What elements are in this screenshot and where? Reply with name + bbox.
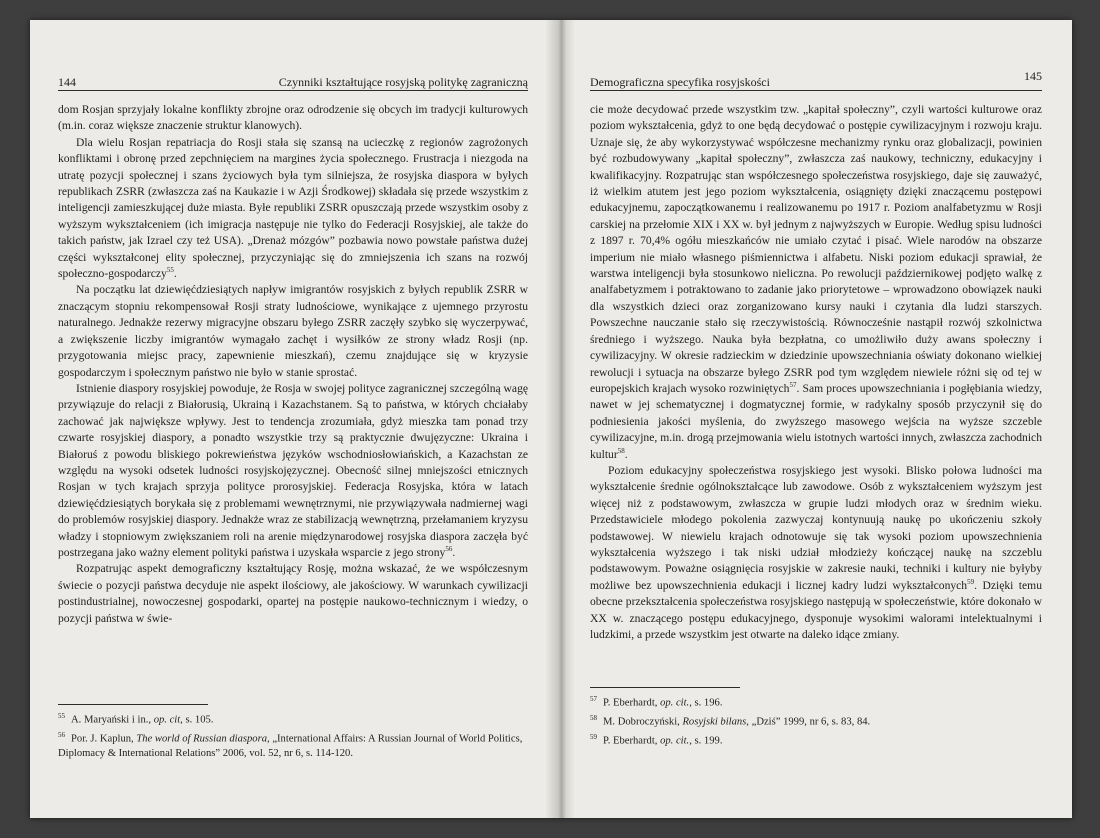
footnote-ref[interactable]: 58	[617, 446, 625, 455]
footnote-ref[interactable]: 56	[445, 545, 453, 554]
paragraph: Istnienie diaspory rosyjskiej powoduje, że Rosja w swojej polityce zagranicznej szczególną wagę przywiązuje do relacji z Białorusią, Ukrainą i Kazachstanem. Są to państwa, w których chciałaby zachować jak największe wpływy. Jest to tendencja zrozumiała, gdyż mieszka tam ponad trzy czwarte rosyjskiej diaspory, a ponadto wszystkie trzy są praktycznie dwujęzyczne: Ukraina i Białoruś z powodu bliskiego pokrewieństwa języków wschodniosłowiańskich, a Kazachstan ze względu na wysoki odsetek ludności rosyjskojęzycznej. Obecność silnej mniejszości etnicznych Rosjan w tych krajach sprzyja polityce prorosyjskiej. Federacja Rosyjska, która w latach dziewięćdziesiątych borykała się z problemami wewnętrznymi, nie przywiązywała nadmiernej wagi do problemów rosyjskiej diaspory. Jednakże wraz ze stabilizacją wewnętrzną, przełamaniem kryzysu władzy i stopniowym zwiększaniem roli na arenie międzynarodowej rosyjska diaspora zaczęła być postrzegana jako ważny element polityki państwa i uzyskała wsparcie z jego strony$^{56}$.	[58, 381, 529, 559]
right-page-body	[590, 102, 1042, 643]
left-page-body	[58, 102, 528, 627]
footnote-ref[interactable]: 57	[789, 381, 797, 390]
paragraph: Poziom edukacyjny społeczeństwa rosyjskiego jest wysoki. Blisko połowa ludności ma wykształcenie średnie ogólnokształcące lub zawodowe. Osób z wykształceniem wyższym jest więcej niż z podstawowym, zwłaszcza w grupie ludzi młodych oraz w średnim wieku. Przedstawiciele młodego pokolenia zazwyczaj kontynuują naukę po ukończeniu szkoły podstawowej. W niewielu krajach odnotowuje się tak wysoki poziom upowszechnienia wykształcenia wyższego i tak niski udział młodzieży kończącej naukę na szczeblu podstawowym. Poważne osiągnięcia rosyjskie w zakresie nauki, techniki i kultury nie byłyby możliwe bez upowszechnienia edukacji i licznej kadry ludzi wykształconych$^{59}$. Dzięki temu obecne przekształcenia społeczeństwa rosyjskiego następują w społeczeństwie, które dokonało w XX w. znaczącego postępu edukacyjnego, dysponuje wysokimi walorami intelektualnymi i ludzkimi, a przede wszystkim jest otwarte na daleko idące zmiany.	[590, 463, 1042, 641]
footnote: $^{58}$ M. Dobroczyński, Rosyjski bilans, „Dziś” 1999, nr 6, s. 83, 84.	[590, 714, 871, 728]
page-number: 144	[58, 75, 76, 89]
footnote: $^{59}$ P. Eberhardt, op. cit., s. 199.	[590, 733, 723, 747]
book-spread	[30, 20, 1072, 818]
left-page	[58, 20, 528, 818]
page-number: 145	[1024, 69, 1042, 83]
right-page-header	[590, 69, 1042, 91]
left-page-header	[58, 74, 528, 91]
running-title: Demograficzna specyfika rosyjskości	[590, 75, 770, 89]
footnote-ref[interactable]: 59	[967, 577, 975, 586]
paragraph: dom Rosjan sprzyjały lokalne konflikty zbrojne oraz odrodzenie się obcych im tradycji kulturowych (m.in. coraz większe znaczenie struktur klanowych).	[58, 103, 528, 133]
paragraph: Dla wielu Rosjan repatriacja do Rosji stała się szansą na ucieczkę z regionów zagrożonych konfliktami i obronę przed zepchnięciem na margines życia społecznego. Frustracja i niezgoda na utratę pozycji społecznej i szans życiowych była tym silniejsza, że rosyjska diaspora w byłych republikach ZSRR (zwłaszcza zaś na Kaukazie i w Azji Środkowej) składała się przede wszystkim z inteligencji zamieszkującej duże miasta. Byłe republiki ZSRR opuszczają przede wszystkim osoby z wyższym wykształceniem (ich imigracja następuje nie tylko do Federacji Rosyjskiej, ale także do takich państw, jak Izrael czy też USA). „Drenaż mózgów” pozbawia nowo powstałe państwa dużej części wykształconej elity społecznej, przyczyniając się do zmniejszenia ich szans na rozwój społeczno-gospodarczy$^{55}$.	[58, 135, 528, 281]
book-gutter	[545, 20, 575, 818]
paragraph: cie może decydować przede wszystkim tzw. „kapitał społeczny”, czyli wartości kulturowe oraz poziom wykształcenia, gdyż to one będą decydować o postępie cywilizacyjnym i rozwoju kraju. Uznaje się, że aby wykorzystywać współczesne mechanizmy rynku oraz globalizacji, powinien być rozbudowywany „kapitał społeczny”, zwłaszcza zaś naukowy, techniczny, edukacyjny i kwalifikacyjny. Rozpatrując stan współczesnego społeczeństwa rosyjskiego, daje się zauważyć, iż wielkim atutem jest jego poziom wykształcenia, osiągnięty dzięki znaczącemu postępowi edukacyjnemu, zapoczątkowanemu i realizowanemu po 1917 r. Poziom analfabetyzmu w Rosji carskiej na przełomie XIX i XX w. był jednym z najwyższych w Europie. Według spisu ludności z 1897 r. 70,4% ogółu mieszkańców nie umiało czytać i pisać. Wiele narodów na obszarze imperium nie miało własnego piśmiennictwa i alfabetu. Niski poziom edukacji sprawiał, że warstwa inteligencji była stosunkowo nieliczna. Po rewolucji październikowej podjęto walkę z analfabetyzmem i potraktowano to zadanie jako priorytetowe – wprowadzono obowiązek nauki dla wszystkich dzieci oraz zorganizowano kursy nauki i czytania dla ludzi starszych. Powszechne nauczanie stało się rzeczywistością. Równocześnie nastąpił rozwój szkolnictwa średniego i wyższego. Nauka była bezpłatna, co umożliwiło duży awans społeczny i cywilizacyjny. W okresie radzieckim w dziedzinie upowszechniania oświaty dokonano wielkiej rewolucji i sytuacja na obszarze byłego ZSRR pod tym względem niewiele różni się od tej w europejskich krajach wysoko rozwiniętych$^{57}$. Sam proces upowszechniania i pogłębiania wiedzy, nawet w jej schematycznej i dogmatycznej formie, w radykalny sposób przyczynił się do podniesienia jakości myślenia, do zwyższego masowego wejścia na wyższe szczeble cywilizacyjne, m.in. drogą przejmowania wielu istotnych wartości innych, zwłaszcza zachodnich kultur$^{58}$.	[590, 103, 1042, 461]
footnote-ref[interactable]: 55	[166, 266, 174, 275]
running-title: Czynniki kształtujące rosyjską politykę zagraniczną	[278, 75, 528, 89]
paragraph: Rozpatrując aspekt demograficzny kształtujący Rosję, można wskazać, że we współczesnym świecie o pozycji państwa decyduje nie aspekt ilościowy, ale jakościowy. W warunkach cywilizacji postindustrialnej, nowoczesnej gospodarki, opartej na postępie naukowo-technicznym i wiedzy, o pozycji państwa w świe-	[58, 562, 528, 625]
footnote: $^{57}$ P. Eberhardt, op. cit., s. 196.	[590, 695, 723, 709]
footnote: $^{55}$ A. Maryański i in., op. cit, s. 105.	[58, 712, 214, 726]
footnote-rule	[58, 704, 208, 705]
footnotes	[590, 687, 1042, 749]
right-page	[590, 20, 1042, 818]
footnote-rule	[590, 687, 740, 688]
footnote: $^{56}$ Por. J. Kaplun, The world of Russian diaspora, „International Affairs: A Russian Journal of World Politics, Diplomacy & International Relations” 2006, vol. 52, nr 6, s. 114-120.	[58, 731, 523, 760]
footnotes	[58, 704, 528, 762]
paragraph: Na początku lat dziewięćdziesiątych napływ imigrantów rosyjskich z byłych republik ZSRR w znaczącym stopniu rekompensował Rosji straty ludnościowe, wynikające z ujemnego przyrostu naturalnego. Jednakże rezerwy migracyjne obszaru byłego ZSRR zaczęły szybko się wyczerpywać, a zwiększenie liczby imigrantów wymagało zachęt i wysiłków ze strony władz Rosji (np. przygotowania miejsc pracy, zapewnienie mieszkań), czemu znajdujące się w kryzysie gospodarczym i społecznym państwo nie było w stanie sprostać.	[58, 283, 528, 379]
